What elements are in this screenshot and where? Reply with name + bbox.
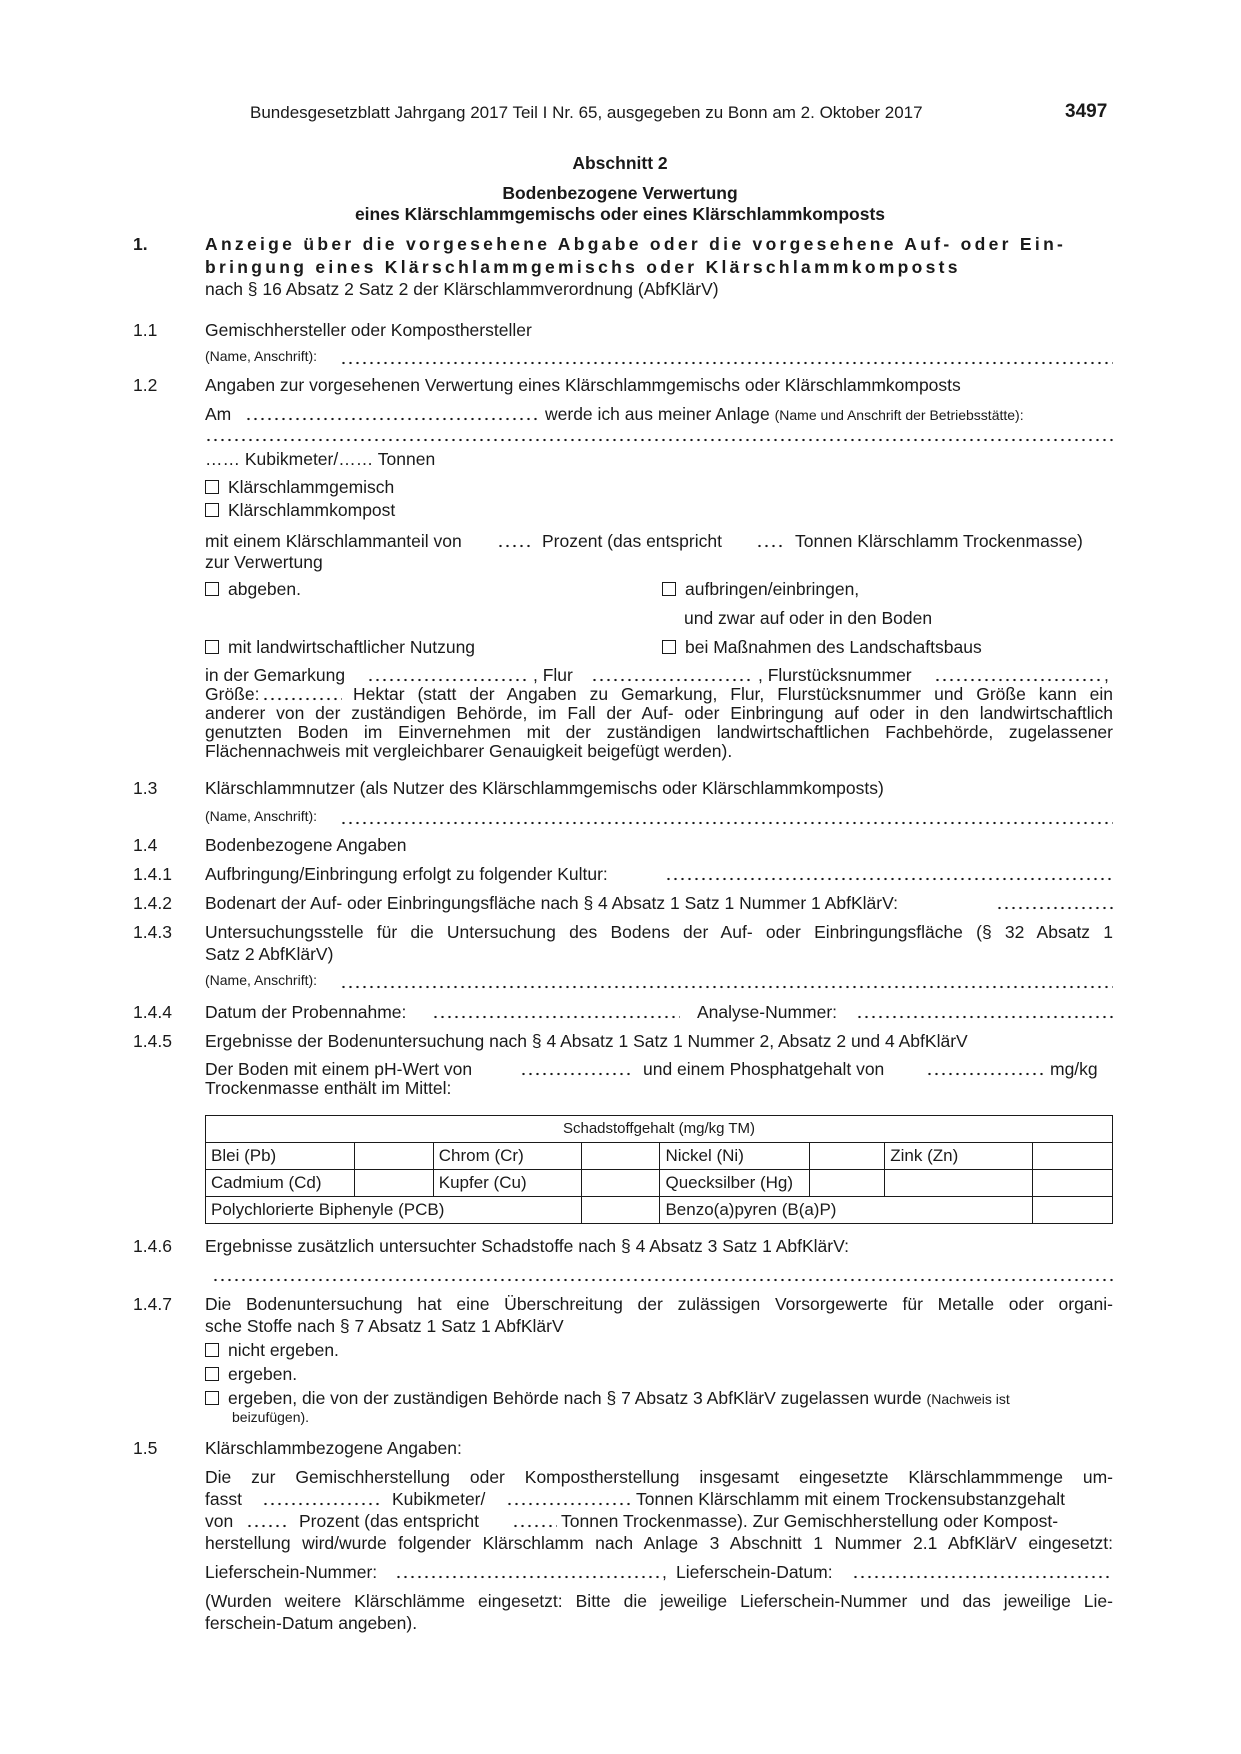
s1-2-number: 1.2: [133, 375, 158, 395]
s1-4-7-line1: Die Bodenuntersuchung hat eine Überschreitung der zulässigen Vorsorgewerte für Metalle oder organi-: [205, 1294, 1113, 1314]
cell-chrom-label: Chrom (Cr): [433, 1143, 581, 1170]
checkbox-kompost[interactable]: [205, 503, 219, 517]
lieferschein-datum-field[interactable]: [852, 1575, 1113, 1579]
checkbox-aufbringen[interactable]: [662, 582, 676, 596]
s1-4-5-text: Ergebnisse der Bodenuntersuchung nach § 4 Absatz 1 Satz 1 Nummer 2, Absatz 2 und 4 AbfKlärV: [205, 1031, 968, 1051]
s1-1-field-label: (Name, Anschrift):: [205, 348, 318, 364]
s1-2-zur-verwertung: zur Verwertung: [205, 552, 323, 572]
s1-4-7-number: 1.4.7: [133, 1294, 172, 1314]
s1-2-und-zwar: und zwar auf oder in den Boden: [684, 608, 933, 628]
s1-3-text: Klärschlammnutzer (als Nutzer des Klärschlammgemischs oder Klärschlammkomposts): [205, 778, 884, 798]
cell-empty: [885, 1170, 1033, 1197]
cell-blei-label: Blei (Pb): [206, 1143, 355, 1170]
option-gemisch: Klärschlammgemisch: [205, 476, 394, 499]
cell-quecksilber-label: Quecksilber (Hg): [660, 1170, 810, 1197]
s1-4-2-number: 1.4.2: [133, 893, 172, 913]
bodenart-field[interactable]: [996, 906, 1113, 910]
s1-2-anteil-c: Tonnen Klärschlamm Trockenmasse): [795, 531, 1083, 551]
s1-4-4-number: 1.4.4: [133, 1002, 172, 1022]
cell-bap-value[interactable]: [1033, 1197, 1113, 1224]
s1-3-number: 1.3: [133, 778, 158, 798]
running-title: Bundesgesetzblatt Jahrgang 2017 Teil I Nr. 65, ausgegeben zu Bonn am 2. Oktober 2017: [250, 103, 923, 122]
s1-5-p-l4: herstellung wird/wurde folgender Klärschlamm nach Anlage 3 Abschnitt 1 Nummer 2.1 AbfKlärV eingesetzt:: [205, 1533, 1113, 1553]
s1-2-flur: , Flur: [533, 665, 573, 685]
s1-4-text: Bodenbezogene Angaben: [205, 835, 407, 855]
s1-2-site-field[interactable]: [205, 438, 1113, 442]
s1-4-number: 1.4: [133, 835, 158, 855]
s1-2-gemarkung: in der Gemarkung: [205, 665, 346, 685]
option-abgeben: abgeben.: [205, 578, 301, 601]
s1-2-am: Am: [205, 404, 232, 424]
s1-1-number: 1.1: [133, 320, 158, 340]
s1-3-name-field[interactable]: [340, 821, 1113, 825]
s1-5-lieferschein-nr: Lieferschein-Nummer:: [205, 1562, 378, 1582]
s1-4-3-number: 1.4.3: [133, 922, 172, 942]
s1-4-5-ph-b: und einem Phosphatgehalt von: [643, 1059, 885, 1079]
s1-2-flurstueck: , Flurstücksnummer: [758, 665, 912, 685]
cell-quecksilber-value[interactable]: [810, 1170, 885, 1197]
option-landwirtschaft: mit landwirtschaftlicher Nutzung: [205, 636, 475, 659]
option-ergeben: ergeben.: [205, 1363, 297, 1386]
s1-2-anteil-a: mit einem Klärschlammanteil von: [205, 531, 462, 551]
checkbox-gemisch[interactable]: [205, 480, 219, 494]
s1-2-am-small: (Name und Anschrift der Betriebsstätte):: [774, 407, 1024, 423]
section-title-line2: eines Klärschlammgemischs oder eines Klärschlammkomposts: [354, 204, 886, 224]
cell-zink-label: Zink (Zn): [885, 1143, 1033, 1170]
s1-4-5-line2: Trockenmasse enthält im Mittel:: [205, 1078, 452, 1098]
cell-empty: [1033, 1170, 1113, 1197]
tonnen-field[interactable]: [506, 1502, 631, 1506]
s1-4-3-line1: Untersuchungsstelle für die Untersuchung des Bodens der Auf- oder Einbringungsfläche (§ 32 Absatz 1: [205, 922, 1113, 942]
s1-4-5-number: 1.4.5: [133, 1031, 172, 1051]
s1-4-6-number: 1.4.6: [133, 1236, 172, 1256]
cell-kupfer-label: Kupfer (Cu): [433, 1170, 581, 1197]
checkbox-ergeben[interactable]: [205, 1367, 219, 1381]
phosphat-field[interactable]: [926, 1072, 1046, 1076]
s1-2-groesse-a: Größe:: [205, 684, 260, 704]
s1-5-note-l1: (Wurden weitere Klärschlämme eingesetzt: Bitte die jeweilige Lieferschein-Nummer und das jeweilige Lie-: [205, 1591, 1113, 1611]
item1-title-line2: bringung eines Klärschlammgemischs oder Klärschlammkomposts: [205, 257, 961, 277]
s1-4-3-name-field[interactable]: [340, 985, 1113, 989]
cell-cadmium-label: Cadmium (Cd): [206, 1170, 355, 1197]
s1-5-p-l3-c: Tonnen Trockenmasse). Zur Gemischherstellung oder Kompost-: [561, 1511, 1059, 1531]
s1-2-anteil-field[interactable]: [497, 544, 533, 548]
option-landschaftsbau: bei Maßnahmen des Landschaftsbaus: [662, 636, 982, 659]
s1-5-p-l2-c: Tonnen Klärschlamm mit einem Trockensubstanzgehalt: [636, 1489, 1065, 1509]
s1-4-4-analyse: Analyse-Nummer:: [697, 1002, 838, 1022]
option-nicht-ergeben: nicht ergeben.: [205, 1339, 339, 1362]
section-title-line1: Bodenbezogene Verwertung: [502, 183, 738, 203]
cell-nickel-value[interactable]: [810, 1143, 885, 1170]
s1-5-lieferschein-datum: Lieferschein-Datum:: [676, 1562, 833, 1582]
checkbox-nicht-ergeben[interactable]: [205, 1343, 219, 1357]
s1-2-date-field[interactable]: [245, 417, 540, 421]
ph-wert-field[interactable]: [520, 1072, 632, 1076]
table-row: [206, 1197, 1113, 1224]
checkbox-abgeben[interactable]: [205, 582, 219, 596]
trockenmasse-field[interactable]: [512, 1524, 557, 1528]
table-header: Schadstoffgehalt (mg/kg TM): [206, 1116, 1113, 1143]
s1-4-5-ph-c: mg/kg: [1050, 1059, 1098, 1079]
s1-5-p-l1: Die zur Gemischherstellung oder Kompostherstellung insgesamt eingesetzte Klärschlammmenge um-: [205, 1467, 1113, 1487]
s1-5-p-l3-a: von: [205, 1511, 234, 1531]
option-kompost: Klärschlammkompost: [205, 499, 395, 522]
s1-5-p-l2-a: fasst: [205, 1489, 242, 1509]
zusaetzliche-schadstoffe-field[interactable]: [212, 1278, 1113, 1282]
s1-4-7-line2: sche Stoffe nach § 7 Absatz 1 Satz 1 AbfKlärV: [205, 1316, 564, 1336]
flur-field[interactable]: [591, 678, 754, 682]
item1-number: 1.: [133, 234, 148, 254]
probennahme-datum-field[interactable]: [432, 1015, 680, 1019]
checkbox-ergeben-zugelassen[interactable]: [205, 1391, 219, 1405]
page-number: 3497: [1065, 101, 1108, 122]
s1-2-anteil-b: Prozent (das entspricht: [542, 531, 722, 551]
option-aufbringen: aufbringen/einbringen,: [662, 578, 859, 601]
cell-blei-value[interactable]: [354, 1143, 433, 1170]
s1-4-3-field-label: (Name, Anschrift):: [205, 972, 318, 988]
s1-4-5-ph-a: Der Boden mit einem pH-Wert von: [205, 1059, 473, 1079]
cell-bap-label: Benzo(a)pyren (B(a)P): [660, 1197, 1033, 1224]
s1-1-text: Gemischhersteller oder Komposthersteller: [205, 320, 532, 340]
checkbox-landwirtschaft[interactable]: [205, 640, 219, 654]
s1-2-tonnen-field[interactable]: [756, 544, 786, 548]
flurstueck-field[interactable]: [934, 678, 1104, 682]
cell-zink-value[interactable]: [1033, 1143, 1113, 1170]
s1-4-6-text: Ergebnisse zusätzlich untersuchter Schadstoffe nach § 4 Absatz 3 Satz 1 AbfKlärV:: [205, 1236, 849, 1256]
cell-kupfer-value[interactable]: [581, 1170, 660, 1197]
pollutant-table: [205, 1115, 1113, 1224]
table-row: [206, 1170, 1113, 1197]
s1-2-text: Angaben zur vorgesehenen Verwertung eines Klärschlammgemischs oder Klärschlammkomposts: [205, 375, 961, 395]
table-row: [206, 1143, 1113, 1170]
s1-2-para-l3: genutzten Boden im Einvernehmen mit der zuständigen landwirtschaftlichen Fachbehörde, zugelassener: [205, 722, 1113, 742]
s1-4-3-line2: Satz 2 AbfKlärV): [205, 944, 334, 964]
cell-chrom-value[interactable]: [581, 1143, 660, 1170]
s1-5-number: 1.5: [133, 1438, 158, 1458]
item1-title-line1: Anzeige über die vorgesehene Abgabe oder die vorgesehene Auf- oder Ein-: [205, 234, 1067, 254]
s1-3-field-label: (Name, Anschrift):: [205, 808, 318, 824]
s1-2-groesse-b: Hektar (statt der Angaben zu Gemarkung, Flur, Flurstücksnummer und Größe kann ein: [353, 684, 1113, 704]
gemarkung-field[interactable]: [367, 678, 527, 682]
cell-pcb-label: Polychlorierte Biphenyle (PCB): [206, 1197, 582, 1224]
s1-5-p-l3-b: Prozent (das entspricht: [299, 1511, 479, 1531]
groesse-field[interactable]: [262, 697, 342, 701]
cell-pcb-value[interactable]: [581, 1197, 660, 1224]
s1-2-para-l4: Flächennachweis mit vergleichbarer Genauigkeit beigefügt werden).: [205, 741, 733, 761]
lieferschein-nummer-field[interactable]: [395, 1575, 660, 1579]
kultur-field[interactable]: [665, 877, 1113, 881]
s1-2-am-rest: werde ich aus meiner Anlage: [545, 404, 770, 424]
s1-4-2-text: Bodenart der Auf- oder Einbringungsfläche nach § 4 Absatz 1 Satz 1 Nummer 1 AbfKlärV:: [205, 893, 898, 913]
s1-4-4-datum: Datum der Probennahme:: [205, 1002, 407, 1022]
s1-4-7-small-b: beizufügen).: [232, 1409, 310, 1425]
section-label: Abschnitt 2: [572, 153, 668, 173]
prozent-field[interactable]: [246, 1524, 286, 1528]
cell-nickel-label: Nickel (Ni): [660, 1143, 810, 1170]
checkbox-landschaftsbau[interactable]: [662, 640, 676, 654]
s1-4-1-number: 1.4.1: [133, 864, 172, 884]
item1-subtitle: nach § 16 Absatz 2 Satz 2 der Klärschlammverordnung (AbfKlärV): [205, 279, 719, 299]
s1-5-p-l2-b: Kubikmeter/: [392, 1489, 486, 1509]
option-ergeben-zugelassen: ergeben, die von der zuständigen Behörde nach § 7 Absatz 3 AbfKlärV zugelassen wurde (Nachweis ist: [205, 1387, 1010, 1410]
s1-2-quantity: …… Kubikmeter/…… Tonnen: [205, 449, 436, 469]
s1-1-name-field[interactable]: [340, 361, 1113, 365]
s1-5-text: Klärschlammbezogene Angaben:: [205, 1438, 462, 1458]
analyse-nummer-field[interactable]: [856, 1015, 1113, 1019]
s1-4-1-text: Aufbringung/Einbringung erfolgt zu folgender Kultur:: [205, 864, 608, 884]
s1-5-note-l2: ferschein-Datum angeben).: [205, 1613, 418, 1633]
s1-2-para-l2: anderer von der zuständigen Behörde, im Fall der Auf- oder Einbringung auf oder in den landwirtschaftlich: [205, 703, 1113, 723]
cell-cadmium-value[interactable]: [354, 1170, 433, 1197]
kubikmeter-field[interactable]: [262, 1502, 382, 1506]
